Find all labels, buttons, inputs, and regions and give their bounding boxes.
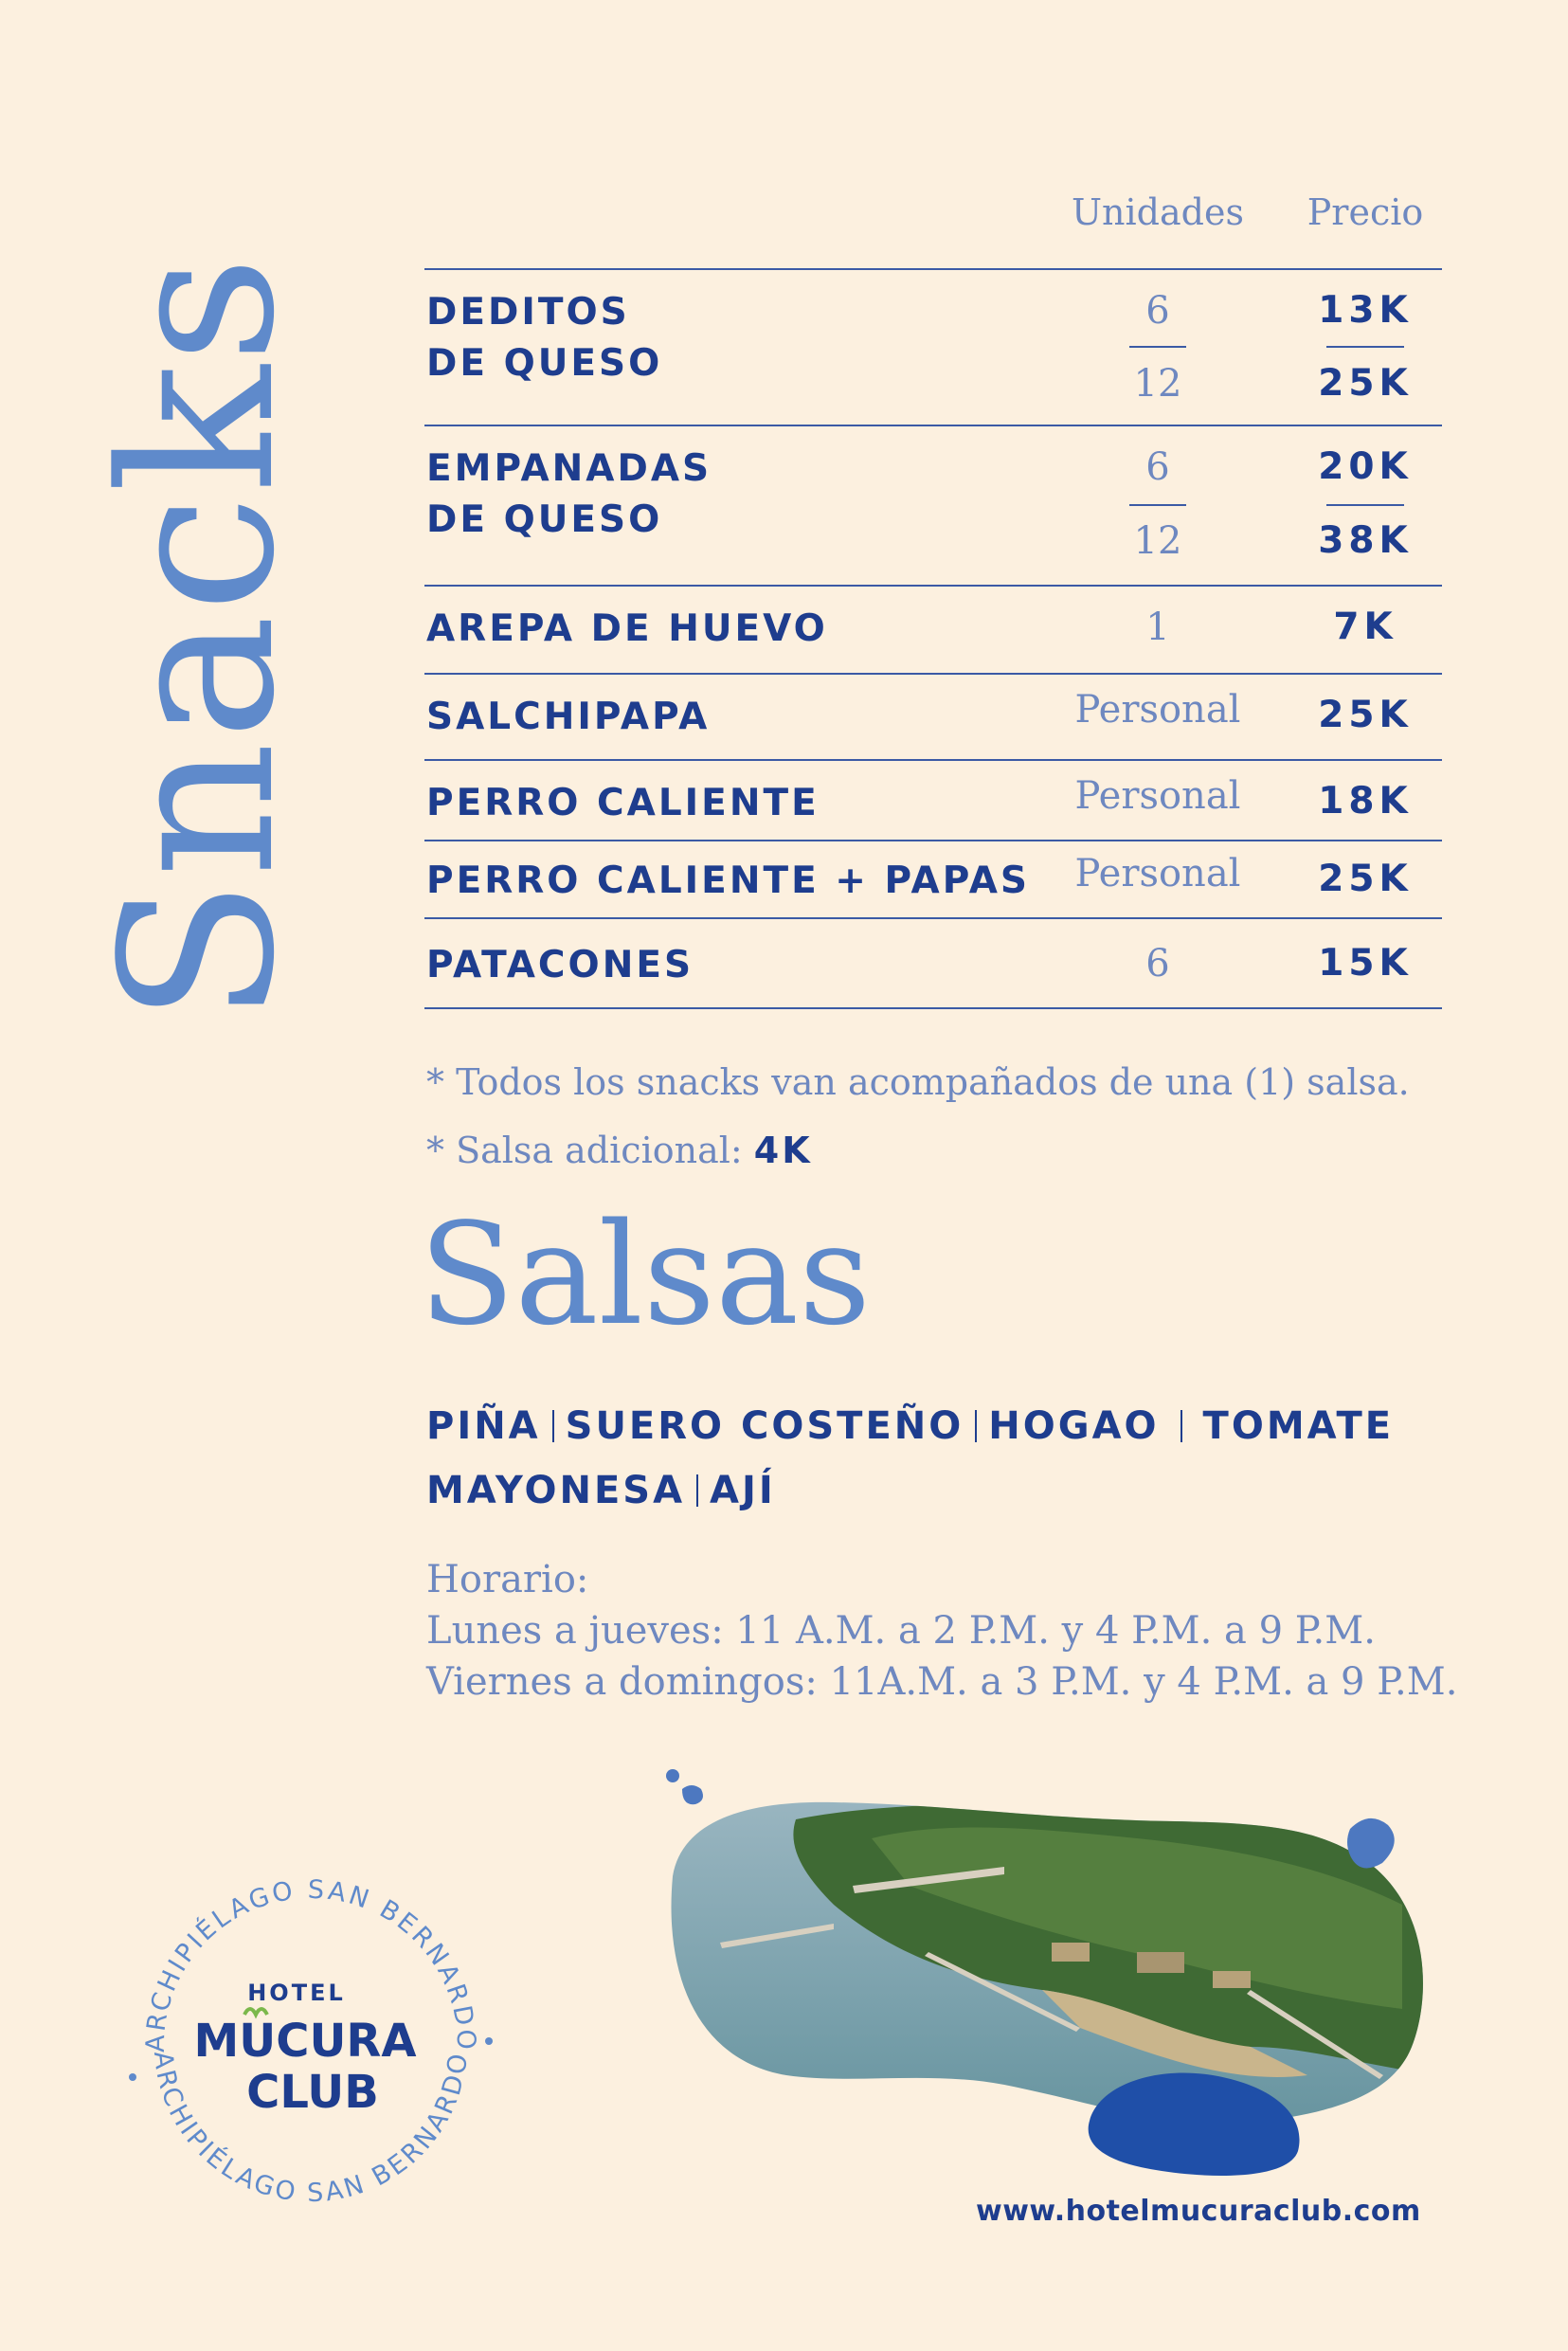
option-divider: [1326, 504, 1404, 506]
item-name: AREPA DE HUEVO: [426, 607, 828, 650]
row-rule: [424, 585, 1442, 587]
salsa-item: PIÑA: [426, 1404, 541, 1448]
item-units: 12: [1133, 519, 1182, 563]
item-units: Personal: [1074, 774, 1241, 818]
row-rule: [424, 1007, 1442, 1009]
salsas-title: Salsas: [419, 1193, 872, 1356]
hotel-mucura-club-logo: [112, 1846, 510, 2244]
schedule-label: Horario:: [426, 1558, 589, 1601]
salsa-list-line: [426, 1404, 1394, 1448]
separator: [696, 1474, 698, 1507]
item-price: 18K: [1318, 780, 1413, 823]
salsa-item: MAYONESA: [426, 1469, 686, 1512]
logo-ring-text-top: ARCHIPIÉLAGO SAN BERNARDO: [140, 1874, 481, 2053]
separator: [552, 1410, 554, 1442]
item-units: 1: [1145, 606, 1170, 649]
separator: [1181, 1410, 1182, 1442]
logo-brand-line1: MUCURA: [193, 2015, 417, 2068]
snacks-title: Snacks: [77, 253, 321, 1023]
row-rule: [424, 425, 1442, 426]
logo-ring-text-bottom: ARCHIPIÉLAGO SAN BERNARDO: [147, 2049, 475, 2209]
item-price: 38K: [1318, 519, 1413, 562]
logo-brand-line2: CLUB: [246, 2066, 379, 2119]
option-divider: [1326, 346, 1404, 348]
item-units: 6: [1145, 445, 1170, 489]
salsa-item: TOMATE: [1202, 1404, 1395, 1448]
item-units: 6: [1145, 289, 1170, 333]
row-rule: [424, 917, 1442, 919]
header-rule: [424, 268, 1442, 270]
item-price: 20K: [1318, 445, 1413, 488]
item-units: Personal: [1074, 688, 1241, 732]
schedule-weekdays: Lunes a jueves: 11 A.M. a 2 P.M. y 4 P.M. a 9 P.M.: [426, 1609, 1376, 1653]
island-aerial-photo: [644, 1763, 1440, 2179]
item-units: Personal: [1074, 852, 1241, 895]
salsa-item: SUERO COSTEÑO: [565, 1404, 964, 1448]
item-price: 13K: [1318, 289, 1413, 332]
option-divider: [1129, 504, 1186, 506]
schedule: [426, 1554, 1457, 1708]
row-rule: [424, 759, 1442, 761]
item-name: PERRO CALIENTE + PAPAS: [426, 859, 1031, 902]
item-name-line: DE QUESO: [426, 342, 663, 385]
item-price: 7K: [1333, 606, 1397, 648]
option-divider: [1129, 346, 1186, 348]
item-name-line: DE QUESO: [426, 498, 663, 541]
item-name: SALCHIPAPA: [426, 696, 711, 738]
extra-salsa-label: * Salsa adicional:: [426, 1130, 743, 1171]
item-price: 25K: [1318, 858, 1413, 900]
item-name-line: EMPANADAS: [426, 447, 712, 490]
price-column-header: Precio: [1307, 191, 1424, 233]
item-name: PERRO CALIENTE: [426, 782, 820, 824]
item-name-line: DEDITOS: [426, 291, 630, 334]
schedule-weekends: Viernes a domingos: 11A.M. a 3 P.M. y 4 P.M. a 9 P.M.: [426, 1660, 1458, 1704]
row-rule: [424, 673, 1442, 675]
salsa-item: HOGAO: [988, 1404, 1160, 1448]
item-name: PATACONES: [426, 944, 694, 986]
snacks-note: * Todos los snacks van acompañados de una (1) salsa.: [426, 1061, 1410, 1103]
separator: [975, 1410, 977, 1442]
salsa-list-line: [426, 1469, 776, 1512]
item-price: 15K: [1318, 942, 1413, 985]
item-units: 12: [1133, 362, 1182, 406]
logo-hotel-text: HOTEL: [247, 1980, 346, 2006]
row-rule: [424, 840, 1442, 841]
extra-salsa-note: [426, 1130, 813, 1171]
salsa-item: AJÍ: [710, 1469, 776, 1512]
website-url[interactable]: www.hotelmucuraclub.com: [976, 2195, 1421, 2228]
extra-salsa-price: 4K: [753, 1130, 813, 1171]
item-price: 25K: [1318, 694, 1413, 736]
item-units: 6: [1145, 942, 1170, 986]
item-price: 25K: [1318, 362, 1413, 405]
units-column-header: Unidades: [1072, 191, 1244, 233]
